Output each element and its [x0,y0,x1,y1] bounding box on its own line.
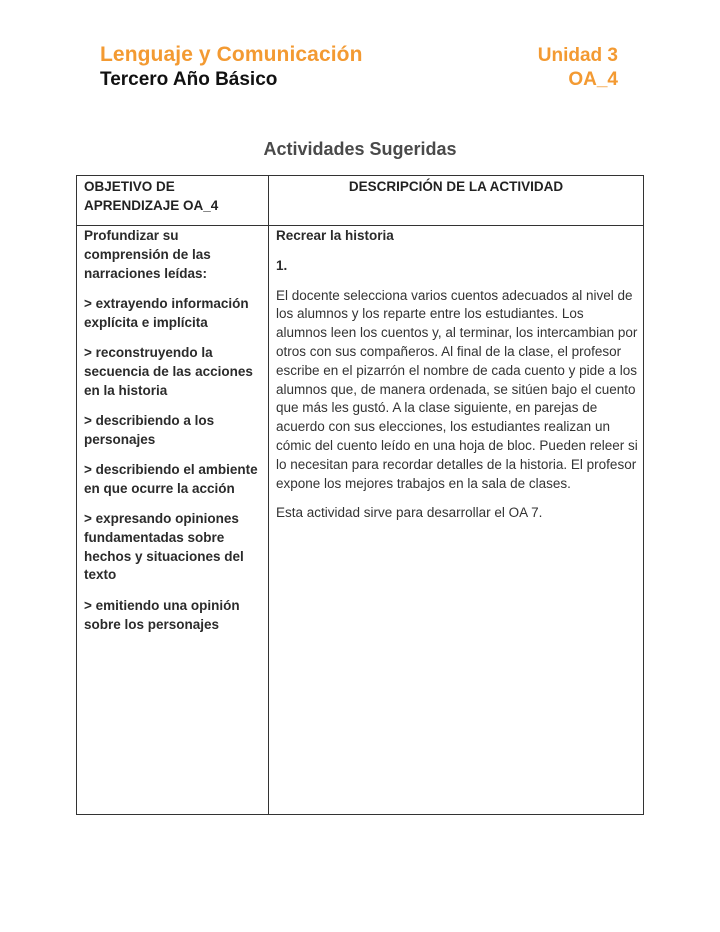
objective-item: > extrayendo información explícita e implícita [84,295,249,330]
column-divider [268,176,269,814]
section-title: Actividades Sugeridas [263,139,457,159]
objective-cell [84,227,264,646]
objective-item: > describiendo el ambiente en que ocurre la acción [84,461,258,496]
activity-table [76,175,644,815]
objective-item: > describiendo a los personajes [84,412,215,447]
objective-intro: Profundizar su comprensión de las narraciones leídas: [84,228,211,281]
objective-item: > expresando opiniones fundamentadas sobre hechos y situaciones del texto [84,511,244,583]
activity-body: El docente selecciona varios cuentos adecuados al nivel de los alumnos y los reparte entre los estudiantes. Los alumnos leen los cuentos y, al terminar, los intercambian por otros con sus compañeros. Al final de la clase, el profesor escribe en el pizarrón el nombre de cada cuento y pide a los alumnos que, de manera ordenada, se sitúen bajo el cuento que más les gustó. A la clase siguiente, en parejas de acuerdo con sus elecciones, los estudiantes realizan un cómic del cuento leído en una hoja de bloc. Pueden releer si lo necesitan para recordar detalles de la historia. El profesor expone los mejores trabajos en la sala de clases. [276,287,638,491]
header-row-divider [77,225,643,226]
document-header-left [100,42,363,92]
objective-item: > emitiendo una opinión sobre los personajes [84,597,240,632]
subject-title: Lenguaje y Comunicación [100,43,363,66]
activity-title: Recrear la historia [276,228,394,243]
document-header-right [538,44,618,92]
description-cell [276,227,638,534]
column-header-description: DESCRIPCIÓN DE LA ACTIVIDAD [348,179,564,194]
column-header-objective: OBJETIVO DE APRENDIZAJE OA_4 [84,179,219,213]
activity-note: Esta actividad sirve para desarrollar el OA 7. [276,505,543,521]
grade-level: Tercero Año Básico [100,69,278,90]
activity-number: 1. [276,257,288,273]
oa-code: OA_4 [568,69,618,90]
unit-label: Unidad 3 [537,45,618,66]
objective-item: > reconstruyendo la secuencia de las acciones en la historia [84,344,253,398]
